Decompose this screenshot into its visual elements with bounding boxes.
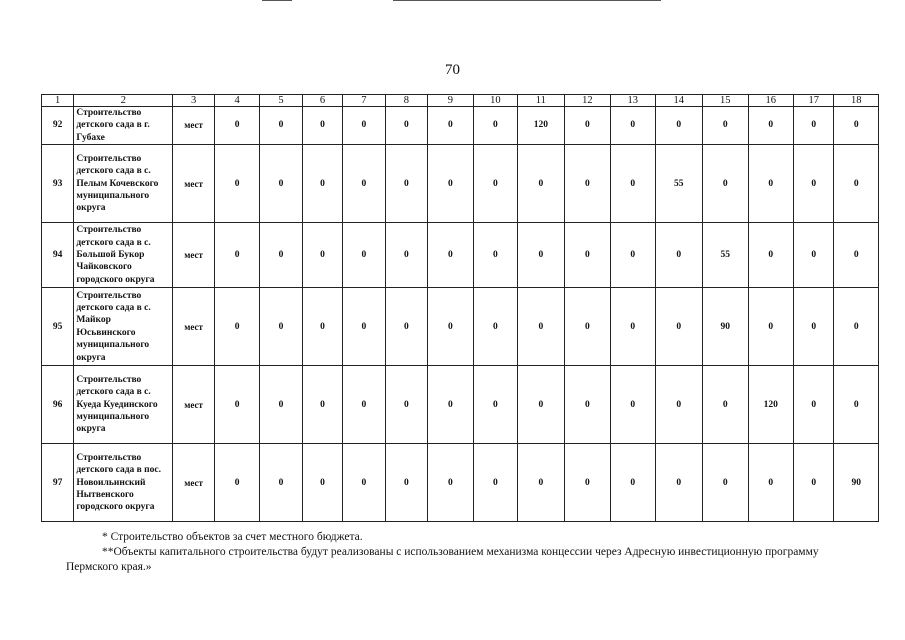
object-name-cell: Строительство детского сада в с. Майкор Юсьвинского муниципального округа <box>74 288 173 366</box>
value-cell: 0 <box>428 444 473 522</box>
column-header: 13 <box>611 95 655 107</box>
value-cell: 0 <box>794 444 834 522</box>
row-number-cell: 93 <box>42 145 74 223</box>
row-number-cell: 96 <box>42 366 74 444</box>
value-cell: 0 <box>611 288 655 366</box>
column-header: 14 <box>655 95 703 107</box>
object-name-cell: Строительство детского сада в с. Пелым Кочевского муниципального округа <box>74 145 173 223</box>
object-name-cell: Строительство детского сада в г. Губахе <box>74 107 173 145</box>
column-header: 10 <box>473 95 517 107</box>
value-cell: 0 <box>214 444 259 522</box>
column-header: 1 <box>42 95 74 107</box>
unit-cell: мест <box>173 145 214 223</box>
table-row <box>42 145 879 223</box>
column-header: 7 <box>343 95 385 107</box>
value-cell: 0 <box>428 288 473 366</box>
value-cell: 90 <box>834 444 879 522</box>
value-cell: 0 <box>385 444 427 522</box>
table-row <box>42 366 879 444</box>
value-cell: 0 <box>473 107 517 145</box>
value-cell: 0 <box>260 107 302 145</box>
value-cell: 0 <box>473 288 517 366</box>
unit-cell: мест <box>173 444 214 522</box>
value-cell: 0 <box>655 107 703 145</box>
top-rule-right <box>393 0 661 1</box>
table-row <box>42 223 879 288</box>
value-cell: 0 <box>611 145 655 223</box>
top-rule-left <box>262 0 292 1</box>
column-header: 17 <box>794 95 834 107</box>
value-cell: 120 <box>518 107 565 145</box>
value-cell: 0 <box>260 223 302 288</box>
value-cell: 120 <box>748 366 793 444</box>
value-cell: 0 <box>214 366 259 444</box>
value-cell: 0 <box>655 223 703 288</box>
value-cell: 0 <box>748 288 793 366</box>
value-cell: 0 <box>703 444 748 522</box>
value-cell: 55 <box>703 223 748 288</box>
object-name-cell: Строительство детского сада в пос. Новоильинский Нытвенского городского округа <box>74 444 173 522</box>
value-cell: 0 <box>302 145 342 223</box>
capital-construction-table <box>41 94 879 522</box>
value-cell: 0 <box>302 288 342 366</box>
value-cell: 0 <box>343 288 385 366</box>
value-cell: 0 <box>428 145 473 223</box>
header-row <box>42 95 879 107</box>
value-cell: 0 <box>302 366 342 444</box>
column-header: 11 <box>518 95 565 107</box>
value-cell: 0 <box>611 107 655 145</box>
value-cell: 0 <box>428 107 473 145</box>
value-cell: 0 <box>794 366 834 444</box>
value-cell: 0 <box>473 444 517 522</box>
value-cell: 0 <box>260 288 302 366</box>
value-cell: 0 <box>302 223 342 288</box>
value-cell: 0 <box>214 107 259 145</box>
value-cell: 0 <box>518 444 565 522</box>
row-number-cell: 92 <box>42 107 74 145</box>
value-cell: 0 <box>834 145 879 223</box>
column-header: 15 <box>703 95 748 107</box>
value-cell: 0 <box>834 107 879 145</box>
column-header: 2 <box>74 95 173 107</box>
value-cell: 0 <box>748 444 793 522</box>
column-header: 12 <box>564 95 611 107</box>
value-cell: 0 <box>473 145 517 223</box>
value-cell: 0 <box>473 366 517 444</box>
value-cell: 0 <box>834 366 879 444</box>
value-cell: 55 <box>655 145 703 223</box>
value-cell: 0 <box>385 107 427 145</box>
value-cell: 0 <box>473 223 517 288</box>
value-cell: 0 <box>834 288 879 366</box>
value-cell: 0 <box>794 107 834 145</box>
table-row <box>42 288 879 366</box>
value-cell: 0 <box>564 366 611 444</box>
column-header: 5 <box>260 95 302 107</box>
table-body <box>42 107 879 522</box>
object-name-cell: Строительство детского сада в с. Большой Букор Чайковского городского округа <box>74 223 173 288</box>
value-cell: 0 <box>703 145 748 223</box>
row-number-cell: 97 <box>42 444 74 522</box>
value-cell: 0 <box>428 366 473 444</box>
column-header: 9 <box>428 95 473 107</box>
unit-cell: мест <box>173 288 214 366</box>
value-cell: 0 <box>703 366 748 444</box>
value-cell: 0 <box>518 288 565 366</box>
row-number-cell: 94 <box>42 223 74 288</box>
value-cell: 0 <box>214 223 259 288</box>
column-header: 6 <box>302 95 342 107</box>
value-cell: 0 <box>611 366 655 444</box>
page-number: 70 <box>445 62 460 78</box>
value-cell: 0 <box>428 223 473 288</box>
value-cell: 90 <box>703 288 748 366</box>
value-cell: 0 <box>564 145 611 223</box>
column-header: 18 <box>834 95 879 107</box>
value-cell: 0 <box>260 444 302 522</box>
object-name-cell: Строительство детского сада в с. Куеда Куединского муниципального округа <box>74 366 173 444</box>
value-cell: 0 <box>385 145 427 223</box>
value-cell: 0 <box>343 107 385 145</box>
value-cell: 0 <box>655 444 703 522</box>
unit-cell: мест <box>173 223 214 288</box>
value-cell: 0 <box>564 444 611 522</box>
column-header: 3 <box>173 95 214 107</box>
value-cell: 0 <box>564 288 611 366</box>
value-cell: 0 <box>703 107 748 145</box>
unit-cell: мест <box>173 366 214 444</box>
value-cell: 0 <box>518 223 565 288</box>
value-cell: 0 <box>518 366 565 444</box>
value-cell: 0 <box>794 145 834 223</box>
value-cell: 0 <box>564 107 611 145</box>
column-header: 8 <box>385 95 427 107</box>
row-number-cell: 95 <box>42 288 74 366</box>
value-cell: 0 <box>343 145 385 223</box>
value-cell: 0 <box>214 145 259 223</box>
value-cell: 0 <box>385 366 427 444</box>
column-header: 16 <box>748 95 793 107</box>
value-cell: 0 <box>655 366 703 444</box>
value-cell: 0 <box>260 366 302 444</box>
value-cell: 0 <box>748 223 793 288</box>
value-cell: 0 <box>611 444 655 522</box>
value-cell: 0 <box>343 223 385 288</box>
footnote-concession: **Объекты капитального строительства будут реализованы с использованием механизма концессии через Адресную инвестиционную программу Пермского края.» <box>66 546 819 573</box>
value-cell: 0 <box>260 145 302 223</box>
table-row <box>42 107 879 145</box>
unit-cell: мест <box>173 107 214 145</box>
footnotes <box>66 530 866 575</box>
column-header: 4 <box>214 95 259 107</box>
value-cell: 0 <box>794 288 834 366</box>
table-row <box>42 444 879 522</box>
value-cell: 0 <box>302 107 342 145</box>
value-cell: 0 <box>748 107 793 145</box>
value-cell: 0 <box>834 223 879 288</box>
value-cell: 0 <box>343 444 385 522</box>
value-cell: 0 <box>518 145 565 223</box>
value-cell: 0 <box>564 223 611 288</box>
value-cell: 0 <box>343 366 385 444</box>
value-cell: 0 <box>385 288 427 366</box>
value-cell: 0 <box>655 288 703 366</box>
value-cell: 0 <box>794 223 834 288</box>
value-cell: 0 <box>748 145 793 223</box>
footnote-local-budget: * Строительство объектов за счет местного бюджета. <box>102 531 363 543</box>
value-cell: 0 <box>611 223 655 288</box>
value-cell: 0 <box>302 444 342 522</box>
value-cell: 0 <box>214 288 259 366</box>
value-cell: 0 <box>385 223 427 288</box>
